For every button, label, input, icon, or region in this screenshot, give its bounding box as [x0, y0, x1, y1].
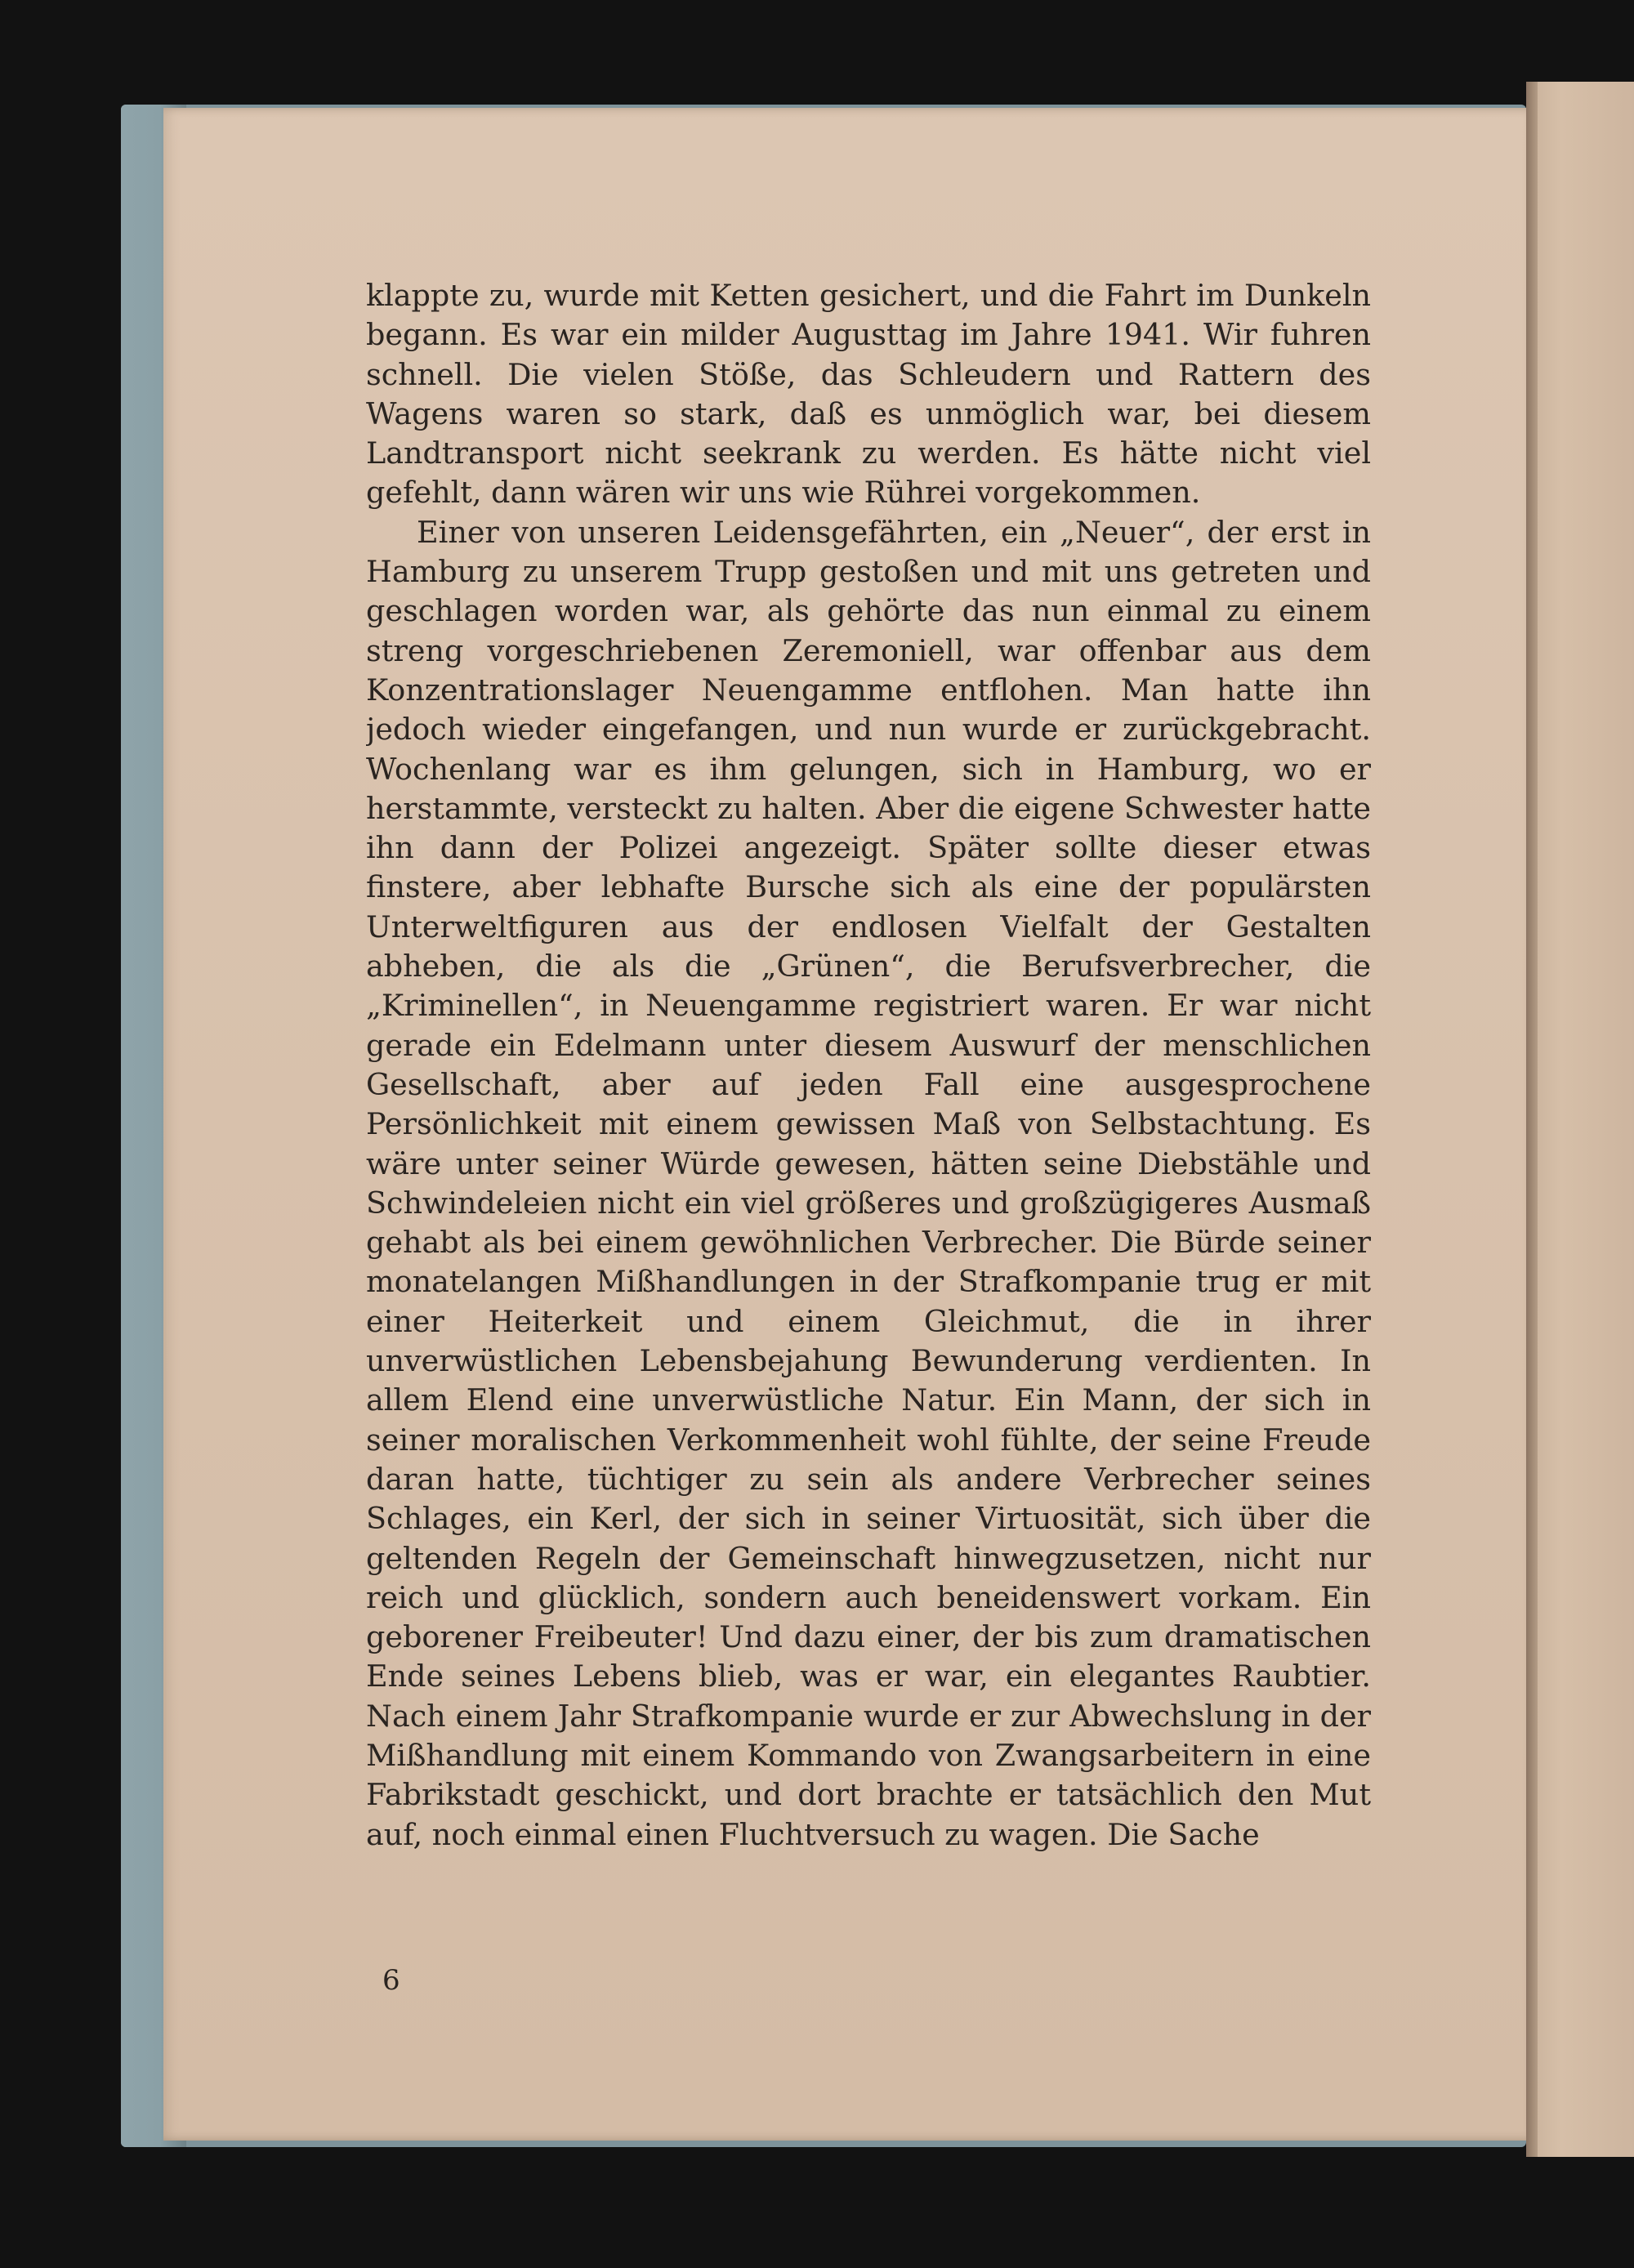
paragraph-1: klappte zu, wurde mit Ketten gesichert, und die Fahrt im Dunkeln begann. Es war ein milder Augusttag im Jahre 1941. Wir fuhren schnell. Die vielen Stöße, das Schleudern und Rattern des Wagens waren so stark, daß es unmöglich war, bei diesem Landtransport nicht seekrank zu werden. Es hätte nicht viel gefehlt, dann wären wir uns wie Rührei vorgekommen.: [366, 278, 1371, 511]
page-gutter: [1526, 82, 1538, 2157]
body-text: [366, 276, 1371, 1918]
page-number: 6: [382, 1964, 400, 1997]
paragraph-2: Einer von unseren Leidensgefährten, ein „Neuer“, der erst in Hamburg zu unserem Trupp gestoßen und mit uns getreten und geschlagen worden war, als gehörte das nun einmal zu einem streng vorgeschriebenen Zeremoniell, war offenbar aus dem Konzentrationslager Neuengamme entflohen. Man hatte ihn jedoch wieder eingefangen, und nun wurde er zurückgebracht. Wochenlang war es ihm gelungen, sich in Hamburg, wo er herstammte, versteckt zu halten. Aber die eigene Schwester hatte ihn dann der Polizei angezeigt. Später sollte dieser etwas finstere, aber lebhafte Bursche sich als eine der populärsten Unterweltfiguren aus der endlosen Vielfalt der Gestalten abheben, die als die „Grünen“, die Berufsverbrecher, die „Kriminellen“, in Neuengamme registriert waren. Er war nicht gerade ein Edelmann unter diesem Auswurf der menschlichen Gesellschaft, aber auf jeden Fall eine ausgesprochene Persönlichkeit mit einem gewissen Maß von Selbstachtung. Es wäre unter seiner Würde gewesen, hätten seine Diebstähle und Schwindeleien nicht ein viel größeres und großzügigeres Ausmaß gehabt als bei einem gewöhnlichen Verbrecher. Die Bürde seiner monatelangen Mißhandlungen in der Strafkompanie trug er mit einer Heiterkeit und einem Gleichmut, die in ihrer unverwüstlichen Lebensbejahung Bewunderung verdienten. In allem Elend eine unverwüstliche Natur. Ein Mann, der sich in seiner moralischen Verkommenheit wohl fühlte, der seine Freude daran hatte, tüchtiger zu sein als andere Verbrecher seines Schlages, ein Kerl, der sich in seiner Virtuosität, sich über die geltenden Regeln der Gemeinschaft hinwegzusetzen, nicht nur reich und glücklich, sondern auch beneidenswert vorkam. Ein geborener Freibeuter! Und dazu einer, der bis zum dramatischen Ende seines Lebens blieb, was er war, ein elegantes Raubtier. Nach einem Jahr Strafkompanie wurde er zur Abwechslung in der Mißhandlung mit einem Kommando von Zwangsarbeitern in eine Fabrikstadt geschickt, und dort brachte er tatsächlich den Mut auf, noch einmal einen Fluchtversuch zu wagen. Die Sache: [366, 514, 1371, 1852]
facing-page-edge: [1529, 82, 1634, 2157]
